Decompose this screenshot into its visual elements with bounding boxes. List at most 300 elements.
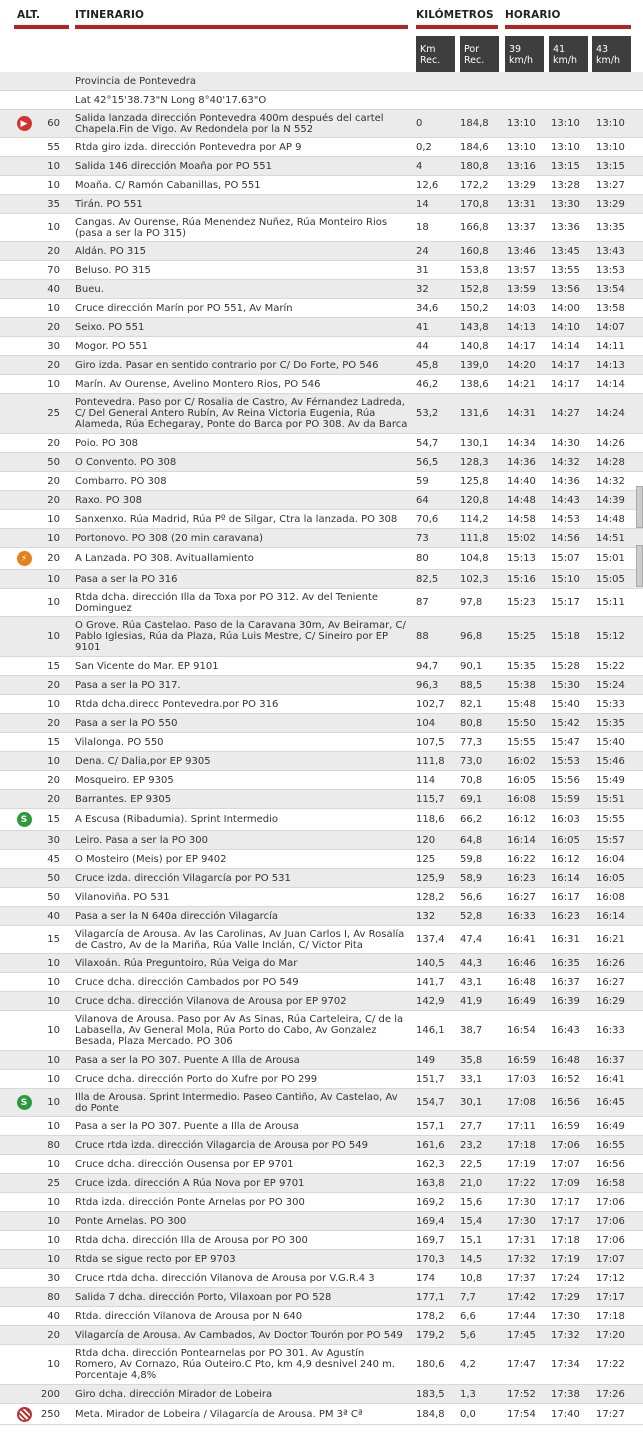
row-icon-cell: [14, 1212, 34, 1230]
table-row: [0, 157, 643, 176]
cell-alt: 10: [47, 1253, 60, 1265]
cell-desc: Vilanova de Arousa. Paso por Av As Sinas, Rúa Carteleira, C/ de la Labasella, Av General Mola, Rúa Porto do Cabo, Av Gonzalez Besada, Plaza Mercado. PO 306: [75, 1014, 404, 1047]
cell-por: 15,1: [460, 1234, 483, 1246]
cell-alt: 80: [47, 1291, 60, 1303]
cell-por: 6,6: [460, 1310, 476, 1322]
table-row: [0, 1011, 643, 1051]
cell-por: 15,4: [460, 1215, 483, 1227]
table-row: [0, 434, 643, 453]
cell-desc: Rtda. dirección Vilanova de Arousa por N 640: [75, 1310, 303, 1322]
table-row: [0, 771, 643, 790]
cell-desc: Salida 146 dirección Moaña por PO 551: [75, 160, 272, 172]
cell-desc: Pasa a ser la PO 307. Puente A Illa de Arousa: [75, 1054, 300, 1066]
cell-h1: 15:25: [507, 631, 536, 642]
subheader-row: [0, 36, 643, 72]
header-kilometros: KILÓMETROS: [416, 9, 494, 21]
cell-h3: 17:20: [596, 1329, 625, 1341]
cell-h2: 16:39: [551, 995, 580, 1007]
cell-h3: 15:01: [596, 553, 625, 564]
cell-h3: 16:05: [596, 872, 625, 884]
cell-h2: 17:24: [551, 1272, 580, 1284]
cell-alt: 20: [47, 475, 60, 487]
cell-h2: 17:17: [551, 1196, 580, 1208]
cell-alt: 10: [47, 532, 60, 544]
cell-h2: 13:30: [551, 198, 580, 210]
cell-por: 44,3: [460, 957, 483, 969]
row-icon-cell: [14, 1174, 34, 1192]
row-icon-cell: [14, 394, 34, 433]
cell-h3: 13:27: [596, 179, 625, 191]
cell-alt: 35: [47, 198, 60, 210]
cell-desc: O Grove. Rúa Castelao. Paso de la Caravana 30m, Av Beiramar, C/ Pablo Iglesias, Rúa da Plaza, Rúa Luis Mestre, C/ Sineiro por EP 9101: [75, 620, 406, 653]
cell-km: 104: [416, 717, 436, 729]
cell-h3: 14:48: [596, 513, 625, 525]
table-row: [0, 356, 643, 375]
start-flag-icon: ▶: [17, 116, 32, 131]
cell-h1: 16:46: [507, 957, 536, 969]
table-row: [0, 1212, 643, 1231]
cell-h1: 16:48: [507, 976, 536, 988]
cell-h1: 17:52: [507, 1388, 536, 1400]
cell-por: 70,8: [460, 774, 483, 786]
cell-h1: 14:21: [507, 378, 536, 390]
cell-km: 114: [416, 774, 436, 786]
cell-km: 87: [416, 597, 429, 608]
cell-por: 47,4: [460, 934, 483, 945]
cell-h2: 15:30: [551, 679, 580, 691]
table-row: [0, 214, 643, 242]
row-icon-cell: [14, 242, 34, 260]
table-row: [0, 548, 643, 570]
table-row: [0, 1404, 643, 1425]
row-icon-cell: [14, 1193, 34, 1211]
table-row: [0, 453, 643, 472]
finish-flag-icon: [17, 1407, 32, 1422]
cell-h1: 17:31: [507, 1234, 536, 1246]
cell-km: 174: [416, 1272, 436, 1284]
cell-h2: 17:06: [551, 1139, 580, 1151]
row-icon-cell: [14, 676, 34, 694]
cell-h2: 17:17: [551, 1215, 580, 1227]
row-icon-cell: [14, 1011, 34, 1050]
cell-por: 41,9: [460, 995, 483, 1007]
cell-por: 82,1: [460, 698, 483, 710]
header-underline-horario: [505, 25, 631, 29]
cell-km: 14: [416, 198, 429, 210]
cell-alt: 10: [47, 513, 60, 525]
cell-h3: 14:24: [596, 408, 625, 419]
row-icon-cell: [14, 214, 34, 241]
cell-km: 46,2: [416, 378, 439, 390]
cell-h3: 16:58: [596, 1177, 625, 1189]
table-row: [0, 973, 643, 992]
cell-por: 131,6: [460, 408, 489, 419]
cell-alt: 30: [47, 340, 60, 352]
cell-desc: Rtda dcha. dirección Illa da Toxa por PO 312. Av del Teniente Dominguez: [75, 591, 379, 614]
cell-h3: 16:08: [596, 891, 625, 903]
cell-h3: 13:43: [596, 245, 625, 257]
cell-por: 0,0: [460, 1408, 476, 1420]
table-row: [0, 617, 643, 657]
cell-alt: 10: [47, 1196, 60, 1208]
cell-h1: 14:03: [507, 302, 536, 314]
row-icon-cell: [14, 869, 34, 887]
cell-km: 141,7: [416, 976, 445, 988]
cell-alt: 10: [47, 302, 60, 314]
cell-h3: 14:39: [596, 494, 625, 506]
cell-alt: 10: [47, 1234, 60, 1246]
cell-h1: 14:34: [507, 437, 536, 449]
cell-desc: Rtda dcha. dirección Illa de Arousa por PO 300: [75, 1234, 308, 1246]
cell-h2: 17:18: [551, 1234, 580, 1246]
cell-por: 143,8: [460, 321, 489, 333]
cell-h2: 17:40: [551, 1408, 580, 1420]
cell-h2: 16:12: [551, 853, 580, 865]
table-row: [0, 91, 643, 110]
cell-km: 80: [416, 553, 429, 564]
cell-alt: 40: [47, 283, 60, 295]
cell-h2: [551, 72, 591, 90]
cell-desc: Pasa a ser la PO 550: [75, 717, 178, 729]
cell-alt: 20: [47, 717, 60, 729]
cell-km: 170,3: [416, 1253, 445, 1265]
cell-h1: 16:05: [507, 774, 536, 786]
cell-km: 45,8: [416, 359, 439, 371]
cell-alt: 10: [47, 1097, 60, 1108]
header-alt: ALT.: [17, 9, 41, 21]
cell-h1: 15:48: [507, 698, 536, 710]
cell-km: 157,1: [416, 1120, 445, 1132]
cell-h3: 17:07: [596, 1253, 625, 1265]
cell-h3: 16:49: [596, 1120, 625, 1132]
cell-alt: 20: [47, 321, 60, 333]
cell-h2: 14:36: [551, 475, 580, 487]
cell-desc: Leiro. Pasa a ser la PO 300: [75, 834, 208, 846]
sprint-icon: S: [17, 812, 32, 827]
row-icon-cell: [14, 831, 34, 849]
cell-h3: 16:45: [596, 1097, 625, 1108]
cell-h1: 15:50: [507, 717, 536, 729]
cell-h2: 13:15: [551, 160, 580, 172]
cell-h2: 16:31: [551, 934, 580, 945]
cell-h3: 15:57: [596, 834, 625, 846]
scroll-edge-marker: [636, 486, 643, 528]
cell-alt: 10: [47, 1120, 60, 1132]
cell-alt: 25: [47, 408, 60, 419]
cell-km: 70,6: [416, 513, 439, 525]
cell-desc: Raxo. PO 308: [75, 494, 142, 506]
cell-por: 35,8: [460, 1054, 483, 1066]
cell-km: 0,2: [416, 141, 432, 153]
table-row: [0, 888, 643, 907]
cell-h3: 17:12: [596, 1272, 625, 1284]
table-row: [0, 1326, 643, 1345]
row-icon-cell: [14, 138, 34, 156]
cell-h3: 14:28: [596, 456, 625, 468]
cell-h2: 14:00: [551, 302, 580, 314]
cell-alt: 50: [47, 872, 60, 884]
cell-desc: Beluso. PO 315: [75, 264, 151, 276]
cell-desc: Marín. Av Ourense, Avelino Montero Rios, PO 546: [75, 378, 321, 390]
cell-por: 21,0: [460, 1177, 483, 1189]
cell-h3: 13:10: [596, 118, 625, 129]
cell-por: 14,5: [460, 1253, 483, 1265]
row-icon-cell: [14, 752, 34, 770]
row-icon-cell: [14, 1136, 34, 1154]
cell-alt: 30: [47, 1272, 60, 1284]
cell-h1: 13:37: [507, 222, 536, 233]
cell-h1: 15:16: [507, 573, 536, 585]
table-row: [0, 176, 643, 195]
table-row: [0, 1051, 643, 1070]
cell-por: 77,3: [460, 736, 483, 748]
cell-h1: 15:02: [507, 532, 536, 544]
cell-alt: 60: [47, 118, 60, 129]
table-row: [0, 472, 643, 491]
cell-h2: 15:59: [551, 793, 580, 805]
cell-desc: Cruce izda. dirección Vilagarcía por PO 531: [75, 872, 291, 884]
cell-por: 120,8: [460, 494, 489, 506]
cell-por: 184,8: [460, 118, 489, 129]
cell-km: 111,8: [416, 755, 445, 767]
cell-h2: 14:30: [551, 437, 580, 449]
cell-km: 161,6: [416, 1139, 445, 1151]
cell-h1: 16:54: [507, 1025, 536, 1036]
cell-h2: 15:28: [551, 660, 580, 672]
cell-alt: 70: [47, 264, 60, 276]
cell-km: 4: [416, 160, 423, 172]
table-row: [0, 1193, 643, 1212]
table-row: [0, 790, 643, 809]
cell-h2: 16:03: [551, 814, 580, 825]
cell-h2: 16:59: [551, 1120, 580, 1132]
cell-h3: 15:33: [596, 698, 625, 710]
cell-por: 23,2: [460, 1139, 483, 1151]
table-row: [0, 1155, 643, 1174]
table-row: [0, 375, 643, 394]
table-header: [0, 0, 643, 32]
cell-desc: Meta. Mirador de Lobeira / Vilagarcía de Arousa. PM 3ª Cª: [75, 1408, 363, 1420]
cell-h3: 15:40: [596, 736, 625, 748]
cell-km: 179,2: [416, 1329, 445, 1341]
cell-por: 96,8: [460, 631, 483, 642]
cell-km: 169,4: [416, 1215, 445, 1227]
cell-km: 54,7: [416, 437, 439, 449]
cell-h2: 15:42: [551, 717, 580, 729]
cell-h1: 15:55: [507, 736, 536, 748]
cell-desc: Cruce izda. dirección A Rúa Nova por EP 9701: [75, 1177, 305, 1189]
cell-h1: 17:54: [507, 1408, 536, 1420]
cell-desc: Bueu.: [75, 283, 104, 295]
cell-h2: 16:17: [551, 891, 580, 903]
table-row: [0, 1231, 643, 1250]
cell-desc: Moaña. C/ Ramón Cabanillas, PO 551: [75, 179, 261, 191]
header-underline-itinerario: [75, 25, 408, 29]
cell-alt: 10: [47, 222, 60, 233]
cell-h1: 16:08: [507, 793, 536, 805]
cell-desc: Barrantes. EP 9305: [75, 793, 172, 805]
row-icon-cell: [14, 91, 34, 109]
cell-desc: Dena. C/ Dalia,por EP 9305: [75, 755, 211, 767]
cell-h3: 16:41: [596, 1073, 625, 1085]
cell-km: 41: [416, 321, 429, 333]
cell-h2: 15:10: [551, 573, 580, 585]
cell-h1: 16:33: [507, 910, 536, 922]
cell-h2: 14:56: [551, 532, 580, 544]
cell-alt: 50: [47, 891, 60, 903]
cell-desc: Mosqueiro. EP 9305: [75, 774, 174, 786]
cell-h2: 17:07: [551, 1158, 580, 1170]
table-row: [0, 337, 643, 356]
table-row: [0, 1174, 643, 1193]
cell-por: 139,0: [460, 359, 489, 371]
cell-h3: 14:32: [596, 475, 625, 487]
cell-por: 88,5: [460, 679, 483, 691]
table-row: [0, 1089, 643, 1117]
table-row: [0, 657, 643, 676]
cell-h2: 16:56: [551, 1097, 580, 1108]
cell-km: 177,1: [416, 1291, 445, 1303]
cell-h2: 15:47: [551, 736, 580, 748]
cell-h2: 17:19: [551, 1253, 580, 1265]
header-itinerario: ITINERARIO: [75, 9, 145, 21]
table-row: [0, 1269, 643, 1288]
cell-alt: 20: [47, 553, 60, 564]
cell-h3: 16:26: [596, 957, 625, 969]
cell-por: 10,8: [460, 1272, 483, 1284]
cell-h1: [507, 72, 547, 90]
row-icon-cell: [14, 195, 34, 213]
cell-h1: 17:22: [507, 1177, 536, 1189]
cell-por: 125,8: [460, 475, 489, 487]
cell-desc: Salida lanzada dirección Pontevedra 400m después del cartel Chapela.Fin de Vigo. Av Redondela por la N 552: [75, 112, 384, 135]
cell-desc: Vilalonga. PO 550: [75, 736, 164, 748]
cell-h1: 13:59: [507, 283, 536, 295]
cell-h2: 14:27: [551, 408, 580, 419]
cell-h2: 16:05: [551, 834, 580, 846]
cell-h3: 16:37: [596, 1054, 625, 1066]
cell-h3: 16:27: [596, 976, 625, 988]
cell-h1: 16:22: [507, 853, 536, 865]
row-icon-cell: [14, 1385, 34, 1403]
table-row: [0, 1117, 643, 1136]
cell-por: 58,9: [460, 872, 483, 884]
cell-alt: 20: [47, 1329, 60, 1341]
cell-km: 169,7: [416, 1234, 445, 1246]
cell-km: 151,7: [416, 1073, 445, 1085]
cell-alt: 10: [47, 1054, 60, 1066]
cell-h3: 15:12: [596, 631, 625, 642]
cell-h2: 13:55: [551, 264, 580, 276]
cell-por: 59,8: [460, 853, 483, 865]
cell-h2: [551, 91, 591, 109]
cell-h3: 13:58: [596, 302, 625, 314]
row-icon-cell: [14, 1155, 34, 1173]
table-row: [0, 809, 643, 831]
table-row: [0, 570, 643, 589]
cell-h2: 15:53: [551, 755, 580, 767]
cell-por: 73,0: [460, 755, 483, 767]
cell-h2: 13:45: [551, 245, 580, 257]
cell-por: 166,8: [460, 222, 489, 233]
cell-km: 154,7: [416, 1097, 445, 1108]
cell-h3: 17:06: [596, 1215, 625, 1227]
header-horario: HORARIO: [505, 9, 561, 21]
row-icon-cell: [14, 375, 34, 393]
row-icon-cell: [14, 1307, 34, 1325]
cell-km: [416, 91, 458, 109]
row-icon-cell: [14, 110, 34, 137]
cell-por: 56,6: [460, 891, 483, 903]
cell-h2: 15:07: [551, 553, 580, 564]
cell-km: 96,3: [416, 679, 439, 691]
cell-h3: 17:26: [596, 1388, 625, 1400]
cell-por: 1,3: [460, 1388, 476, 1400]
cell-h3: 16:29: [596, 995, 625, 1007]
cell-alt: 10: [47, 631, 60, 642]
cell-km: 120: [416, 834, 436, 846]
cell-alt: 10: [47, 755, 60, 767]
cell-h3: 15:11: [596, 597, 625, 608]
cell-h3: 13:29: [596, 198, 625, 210]
header-underline-alt: [14, 25, 69, 29]
row-icon-cell: [14, 589, 34, 616]
row-icon-cell: [14, 1089, 34, 1116]
cell-km: 149: [416, 1054, 436, 1066]
cell-km: 125,9: [416, 872, 445, 884]
cell-desc: Cruce rtda izda. dirección Vilagarcia de Arousa por PO 549: [75, 1139, 368, 1151]
cell-h1: 14:58: [507, 513, 536, 525]
cell-desc: Tirán. PO 551: [75, 198, 143, 210]
cell-por: [460, 72, 502, 90]
cell-por: 22,5: [460, 1158, 483, 1170]
subheader-39kmh: 39 km/h: [505, 36, 544, 72]
cell-h3: 15:05: [596, 573, 625, 585]
table-row: [0, 992, 643, 1011]
cell-alt: 10: [47, 1359, 60, 1370]
cell-por: 4,2: [460, 1359, 476, 1370]
cell-por: 160,8: [460, 245, 489, 257]
cell-desc: Cruce dcha. dirección Cambados por PO 549: [75, 976, 299, 988]
table-row: [0, 676, 643, 695]
cell-km: 31: [416, 264, 429, 276]
cell-h1: 15:13: [507, 553, 536, 564]
row-icon-cell: [14, 1288, 34, 1306]
table-row: [0, 72, 643, 91]
cell-desc: O Convento. PO 308: [75, 456, 177, 468]
cell-km: 24: [416, 245, 429, 257]
cell-km: 162,3: [416, 1158, 445, 1170]
cell-h1: 17:47: [507, 1359, 536, 1370]
row-icon-cell: [14, 1404, 34, 1424]
cell-h2: 17:38: [551, 1388, 580, 1400]
cell-h1: 17:19: [507, 1158, 536, 1170]
cell-por: 64,8: [460, 834, 483, 846]
cell-h3: 14:51: [596, 532, 625, 544]
cell-h1: 14:48: [507, 494, 536, 506]
cell-por: 27,7: [460, 1120, 483, 1132]
cell-alt: 20: [47, 245, 60, 257]
cell-alt: 45: [47, 853, 60, 865]
cell-desc: Combarro. PO 308: [75, 475, 167, 487]
cell-alt: 20: [47, 359, 60, 371]
cell-desc: Sanxenxo. Rúa Madrid, Rúa Pº de Silgar, Ctra la lanzada. PO 308: [75, 513, 398, 525]
table-row: [0, 1070, 643, 1089]
row-icon-cell: [14, 1345, 34, 1384]
cell-desc: Pontevedra. Paso por C/ Rosalia de Castro, Av Férnandez Ladreda, C/ Del General Antero Rubín, Av Reina Victoria Eugenia, Rúa Alameda, Rúa Echegaray, Ponte do Barca por PO 308. Av da Barca: [75, 397, 408, 430]
cell-desc: Vilanoviña. PO 531: [75, 891, 170, 903]
cell-desc: Giro izda. Pasar en sentido contrario por C/ Do Forte, PO 546: [75, 359, 379, 371]
